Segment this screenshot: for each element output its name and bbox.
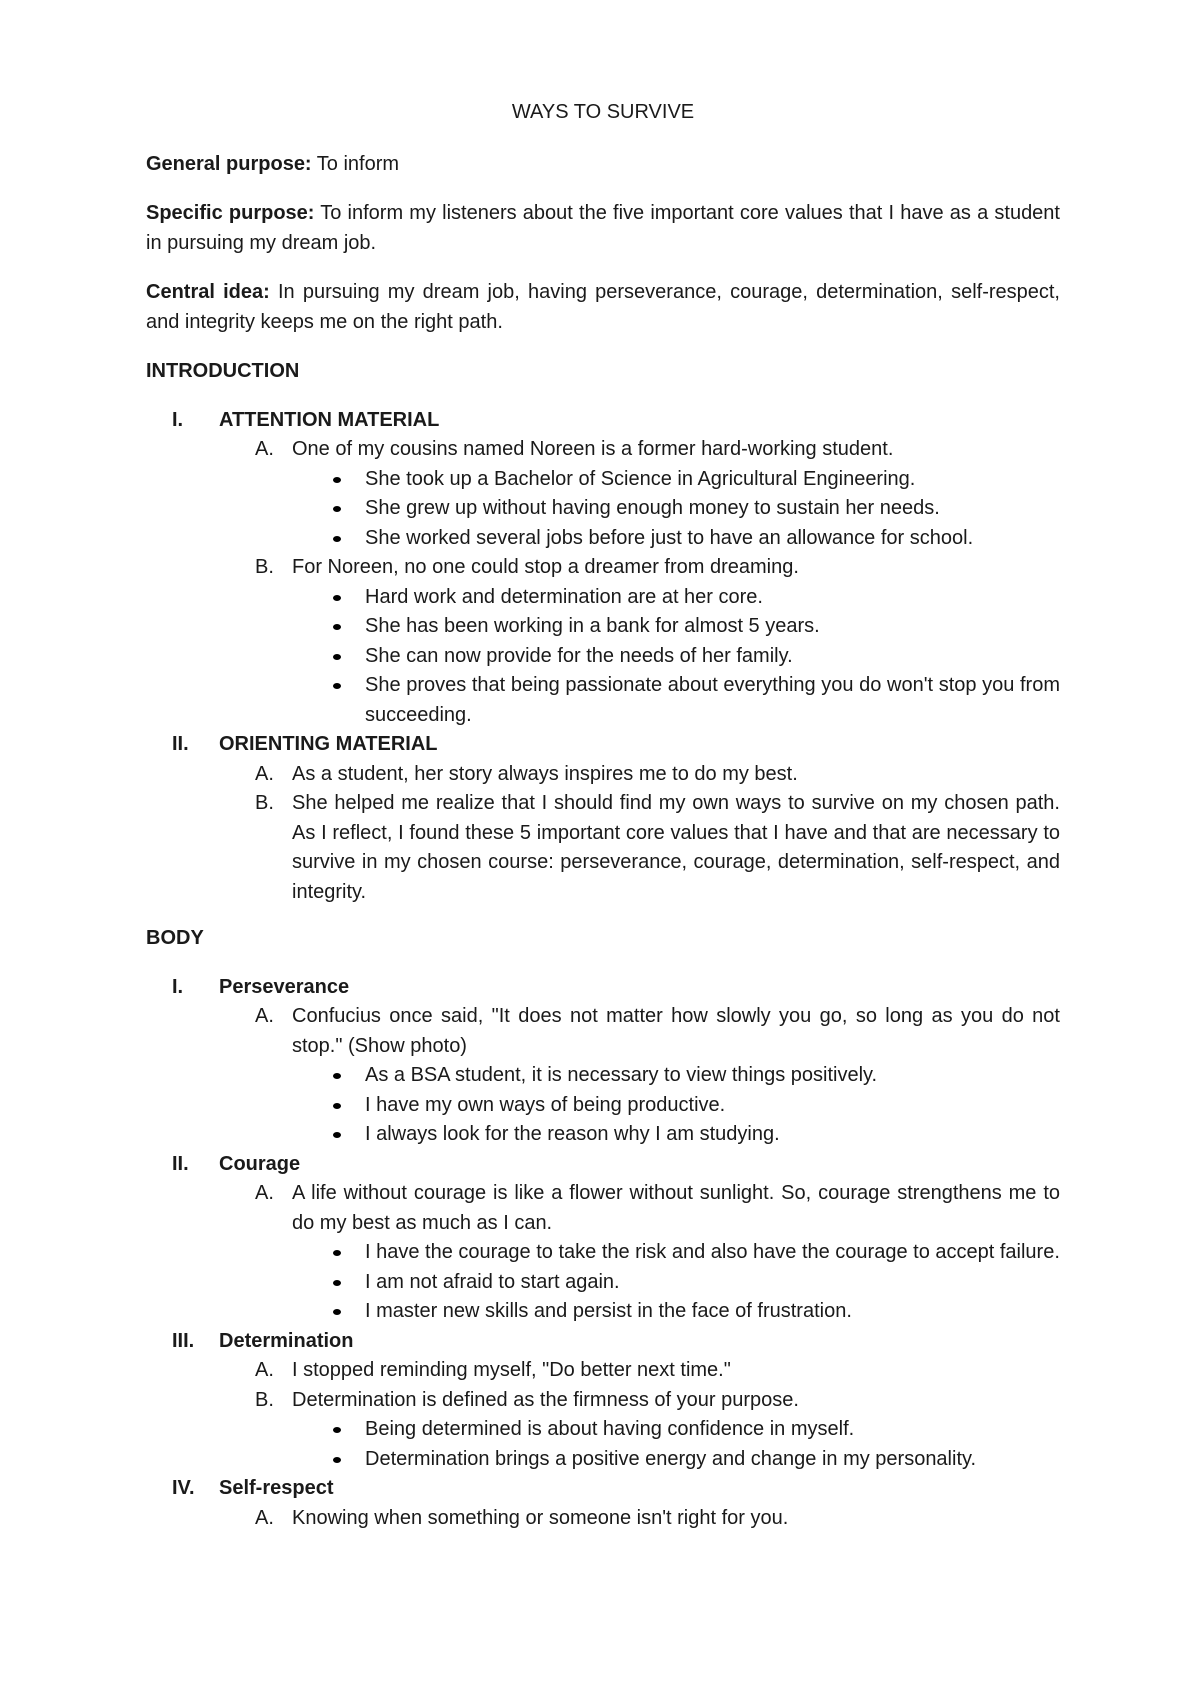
bullet-icon: [333, 1250, 341, 1256]
bullet-item: [146, 671, 1060, 730]
section-number: III.: [172, 1329, 195, 1352]
bullet-icon: [333, 477, 341, 483]
section-number: II.: [172, 733, 189, 755]
point-letter: B.: [255, 1388, 274, 1411]
bullet-item: [146, 612, 1060, 642]
bullet-item: [146, 1120, 1060, 1150]
section-title: ORIENTING MATERIAL: [219, 733, 438, 755]
section-title: Self-respect: [219, 1477, 334, 1499]
point-letter: B.: [255, 792, 274, 814]
point-text: She helped me realize that I should find my own ways to survive on my chosen path. As I reflect, I found these 5 important core values that I have and that are necessary to survive in my chosen course: perseverance, courage, determination, self-respect, and integrity.: [292, 792, 1060, 903]
point-text: I stopped reminding myself, "Do better next time.": [292, 1359, 731, 1381]
specific-purpose-text: To inform my listeners about the five important core values that I have as a student in pursuing my dream job.: [146, 202, 1060, 254]
bullet-icon: [333, 506, 341, 512]
bullet-icon: [333, 1280, 341, 1286]
bullet-item: [146, 1297, 1060, 1327]
general-purpose-label: General purpose:: [146, 152, 312, 175]
point-text: As a student, her story always inspires me to do my best.: [292, 762, 798, 785]
bullet-text: Being determined is about having confidence in myself.: [365, 1418, 855, 1440]
bullet-item: [146, 465, 1060, 495]
section-title: Perseverance: [219, 975, 350, 998]
point-text: Confucius once said, "It does not matter how slowly you go, so long as you do not stop." (Show photo): [292, 1005, 1060, 1057]
bullet-text: She grew up without having enough money to sustain her needs.: [365, 497, 940, 519]
specific-purpose: [146, 199, 1060, 258]
intro-2-point-a: [146, 760, 1060, 790]
body-3-point-a: [146, 1356, 1060, 1386]
point-letter: B.: [255, 556, 274, 578]
bullet-icon: [333, 536, 341, 542]
bullet-text: She worked several jobs before just to have an allowance for school.: [365, 526, 974, 549]
document-title: WAYS TO SURVIVE: [511, 101, 695, 123]
bullet-item: [146, 642, 1060, 672]
body-section-3: [146, 1327, 1060, 1357]
intro-section-1: [146, 406, 1060, 436]
point-letter: A.: [255, 762, 274, 785]
bullet-text: Determination brings a positive energy and change in my personality.: [365, 1447, 977, 1470]
bullet-item: [146, 1268, 1060, 1298]
body-heading: BODY: [146, 927, 204, 949]
section-title: ATTENTION MATERIAL: [219, 408, 440, 431]
point-letter: A.: [255, 1182, 274, 1204]
bullet-icon: [333, 595, 341, 601]
section-title: Determination: [219, 1329, 354, 1352]
intro-1-point-a: [146, 435, 1060, 465]
bullet-icon: [333, 1103, 341, 1109]
point-text: One of my cousins named Noreen is a former hard-working student.: [292, 438, 894, 460]
bullet-item: [146, 1091, 1060, 1121]
section-number: IV.: [172, 1477, 195, 1499]
bullet-text: I always look for the reason why I am studying.: [365, 1123, 780, 1145]
section-title: Courage: [219, 1152, 301, 1175]
point-text: Determination is defined as the firmness of your purpose.: [292, 1388, 799, 1411]
general-purpose-text: To inform: [311, 152, 400, 175]
bullet-text: As a BSA student, it is necessary to view things positively.: [365, 1064, 878, 1086]
point-letter: A.: [255, 1506, 274, 1529]
bullet-icon: [333, 1132, 341, 1138]
bullet-text: I am not afraid to start again.: [365, 1270, 620, 1293]
point-text: A life without courage is like a flower without sunlight. So, courage strengthens me to do my best as much as I can.: [292, 1182, 1060, 1234]
bullet-text: She can now provide for the needs of her family.: [365, 644, 793, 667]
general-purpose: [146, 150, 1060, 180]
section-number: I.: [172, 408, 184, 431]
bullet-text: She has been working in a bank for almost 5 years.: [365, 615, 820, 637]
bullet-item: [146, 1415, 1060, 1445]
body-2-point-a: [146, 1179, 1060, 1238]
central-idea-label: Central idea:: [146, 281, 270, 303]
body-4-point-a: [146, 1504, 1060, 1534]
speech-outline: [146, 98, 1060, 1533]
bullet-icon: [333, 683, 341, 689]
bullet-icon: [333, 1457, 341, 1463]
central-idea: [146, 278, 1060, 337]
point-letter: A.: [255, 1005, 274, 1027]
central-idea-text: In pursuing my dream job, having perseverance, courage, determination, self-respect, and integrity keeps me on the right path.: [146, 281, 1060, 333]
specific-purpose-label: Specific purpose:: [146, 202, 315, 224]
bullet-icon: [333, 1427, 341, 1433]
bullet-item: [146, 1445, 1060, 1475]
point-letter: A.: [255, 1359, 274, 1381]
section-number: II.: [172, 1152, 189, 1175]
body-section-2: [146, 1150, 1060, 1180]
bullet-text: I have the courage to take the risk and also have the courage to accept failure.: [365, 1241, 1060, 1263]
bullet-item: [146, 494, 1060, 524]
section-number: I.: [172, 975, 184, 998]
bullet-item: [146, 1061, 1060, 1091]
bullet-text: I have my own ways of being productive.: [365, 1093, 726, 1116]
bullet-icon: [333, 624, 341, 630]
bullet-icon: [333, 1309, 341, 1315]
bullet-icon: [333, 1073, 341, 1079]
bullet-item: [146, 1238, 1060, 1268]
body-3-point-b: [146, 1386, 1060, 1416]
point-text: For Noreen, no one could stop a dreamer from dreaming.: [292, 556, 799, 578]
intro-section-2: [146, 730, 1060, 760]
point-text: Knowing when something or someone isn't right for you.: [292, 1506, 789, 1529]
intro-2-point-b: [146, 789, 1060, 907]
introduction-heading: INTRODUCTION: [146, 360, 300, 382]
bullet-icon: [333, 654, 341, 660]
body-1-point-a: [146, 1002, 1060, 1061]
bullet-text: I master new skills and persist in the face of frustration.: [365, 1300, 852, 1322]
body-section-1: [146, 973, 1060, 1003]
bullet-item: [146, 524, 1060, 554]
bullet-item: [146, 583, 1060, 613]
bullet-text: She took up a Bachelor of Science in Agricultural Engineering.: [365, 467, 916, 490]
point-letter: A.: [255, 438, 274, 460]
bullet-text: Hard work and determination are at her core.: [365, 585, 763, 608]
body-section-4: [146, 1474, 1060, 1504]
bullet-text: She proves that being passionate about everything you do won't stop you from succeeding.: [365, 674, 1060, 726]
intro-1-point-b: [146, 553, 1060, 583]
